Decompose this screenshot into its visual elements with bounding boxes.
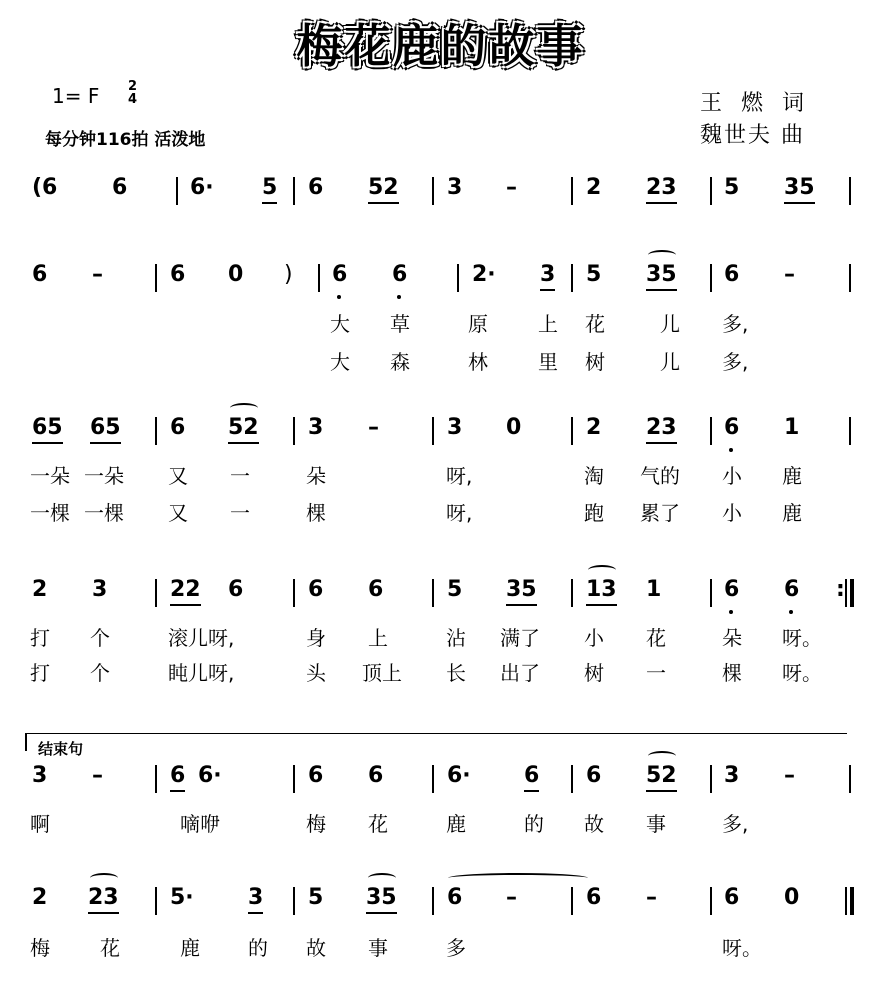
barline (155, 417, 157, 445)
barline (849, 417, 851, 445)
slur (648, 250, 676, 260)
note: 35 (506, 577, 537, 606)
barline (432, 765, 434, 793)
note: 6 (724, 262, 740, 287)
note: 3 (447, 415, 463, 440)
note: 6 (332, 262, 348, 287)
note: 3 (308, 415, 324, 440)
score-line-2 (0, 262, 881, 302)
score-line-1 (0, 175, 881, 215)
note: – (368, 415, 379, 440)
low-octave-dot (729, 610, 733, 614)
note: 52 (646, 763, 677, 792)
barline (571, 417, 573, 445)
barline (849, 264, 851, 292)
note: 6 (228, 577, 244, 602)
note: 2 (32, 577, 48, 602)
ending-bracket-line (25, 733, 847, 734)
repeat-sign: : (836, 577, 845, 602)
note: 35 (784, 175, 815, 204)
barline-thick (850, 579, 854, 607)
note: – (92, 262, 103, 287)
note: 2 (586, 175, 602, 200)
barline (432, 177, 434, 205)
slur (588, 565, 616, 575)
barline (710, 264, 712, 292)
note: 23 (646, 175, 677, 204)
barline (457, 264, 459, 292)
barline (318, 264, 320, 292)
note: 6 (170, 415, 186, 440)
note: 6 (724, 415, 740, 440)
barline (845, 579, 847, 607)
note: 3 (32, 763, 48, 788)
note: 35 (366, 885, 397, 914)
note: 35 (646, 262, 677, 291)
final-barline (850, 887, 854, 915)
barline (845, 887, 847, 915)
note: – (646, 885, 657, 910)
note: 6 (784, 577, 800, 602)
barline (849, 177, 851, 205)
note: 65 (32, 415, 63, 444)
slur (648, 751, 676, 761)
note: 23 (646, 415, 677, 444)
barline (571, 887, 573, 915)
note: 5· (170, 885, 194, 910)
slur (368, 873, 396, 883)
note: 13 (586, 577, 617, 606)
ending-bracket-tick (25, 733, 27, 751)
barline (849, 765, 851, 793)
paren: ) (284, 262, 293, 287)
barline (432, 887, 434, 915)
note: 6 (586, 763, 602, 788)
low-octave-dot (337, 295, 341, 299)
note: 22 (170, 577, 201, 606)
barline (293, 765, 295, 793)
note: 3 (248, 885, 263, 914)
song-title: 梅花鹿的故事 (296, 19, 585, 73)
barline (710, 177, 712, 205)
note: 5 (724, 175, 740, 200)
note: 2 (32, 885, 48, 910)
note: 23 (88, 885, 119, 914)
note: 6 (308, 577, 324, 602)
note: 6 (308, 763, 324, 788)
barline (293, 887, 295, 915)
score-line-4 (0, 577, 881, 617)
tempo-marking: 每分钟116拍 活泼地 (45, 130, 206, 150)
note: – (92, 763, 103, 788)
note: 0 (506, 415, 522, 440)
note: 52 (368, 175, 399, 204)
note: 6 (368, 763, 384, 788)
score-line-6 (0, 885, 881, 925)
note: 2· (472, 262, 496, 287)
note: 3 (724, 763, 740, 788)
note: – (784, 763, 795, 788)
score-line-5 (0, 763, 881, 803)
note: 6 (524, 763, 539, 792)
note: – (506, 175, 517, 200)
barline (155, 765, 157, 793)
lyricist-credit: 王 燃 词 (700, 91, 810, 116)
note: 0 (228, 262, 244, 287)
note: 0 (784, 885, 800, 910)
note: 6 (170, 262, 186, 287)
low-octave-dot (789, 610, 793, 614)
note: 1 (646, 577, 662, 602)
note: 5 (586, 262, 602, 287)
note: 5 (262, 175, 277, 204)
note: 6 (724, 577, 740, 602)
barline (571, 765, 573, 793)
barline (155, 579, 157, 607)
slur (230, 403, 258, 413)
note: 52 (228, 415, 259, 444)
barline (293, 579, 295, 607)
note: 65 (90, 415, 121, 444)
barline (710, 887, 712, 915)
low-octave-dot (729, 448, 733, 452)
note: 3 (447, 175, 463, 200)
low-octave-dot (397, 295, 401, 299)
time-signature: 2 4 (128, 79, 138, 107)
note: (6 (32, 175, 58, 200)
note: 6 (447, 885, 463, 910)
note: 6 (368, 577, 384, 602)
barline (293, 177, 295, 205)
note: 6 (32, 262, 48, 287)
note: 6· (190, 175, 214, 200)
barline (432, 579, 434, 607)
note: 3 (92, 577, 108, 602)
barline (710, 579, 712, 607)
slur (90, 873, 118, 883)
note: 6 (392, 262, 408, 287)
note: 5 (447, 577, 463, 602)
note: 6 (308, 175, 324, 200)
note: 6· (447, 763, 471, 788)
barline (176, 177, 178, 205)
note: 1 (784, 415, 800, 440)
ending-label: 结束句 (38, 740, 84, 758)
barline (155, 264, 157, 292)
composer-credit: 魏世夫 曲 (700, 123, 805, 148)
note: 6 (112, 175, 128, 200)
barline (432, 417, 434, 445)
tie (448, 873, 588, 883)
note: – (506, 885, 517, 910)
barline (571, 579, 573, 607)
barline (293, 417, 295, 445)
barline (710, 765, 712, 793)
note: 2 (586, 415, 602, 440)
barline (710, 417, 712, 445)
note: – (784, 262, 795, 287)
note: 5 (308, 885, 324, 910)
note: 6 (170, 763, 185, 792)
score-line-3 (0, 415, 881, 455)
note: 6 (586, 885, 602, 910)
key-signature: 1= F (52, 84, 100, 108)
barline (155, 887, 157, 915)
note: 3 (540, 262, 555, 291)
barline (571, 177, 573, 205)
barline (571, 264, 573, 292)
note: 6 (724, 885, 740, 910)
note: 6· (198, 763, 222, 788)
